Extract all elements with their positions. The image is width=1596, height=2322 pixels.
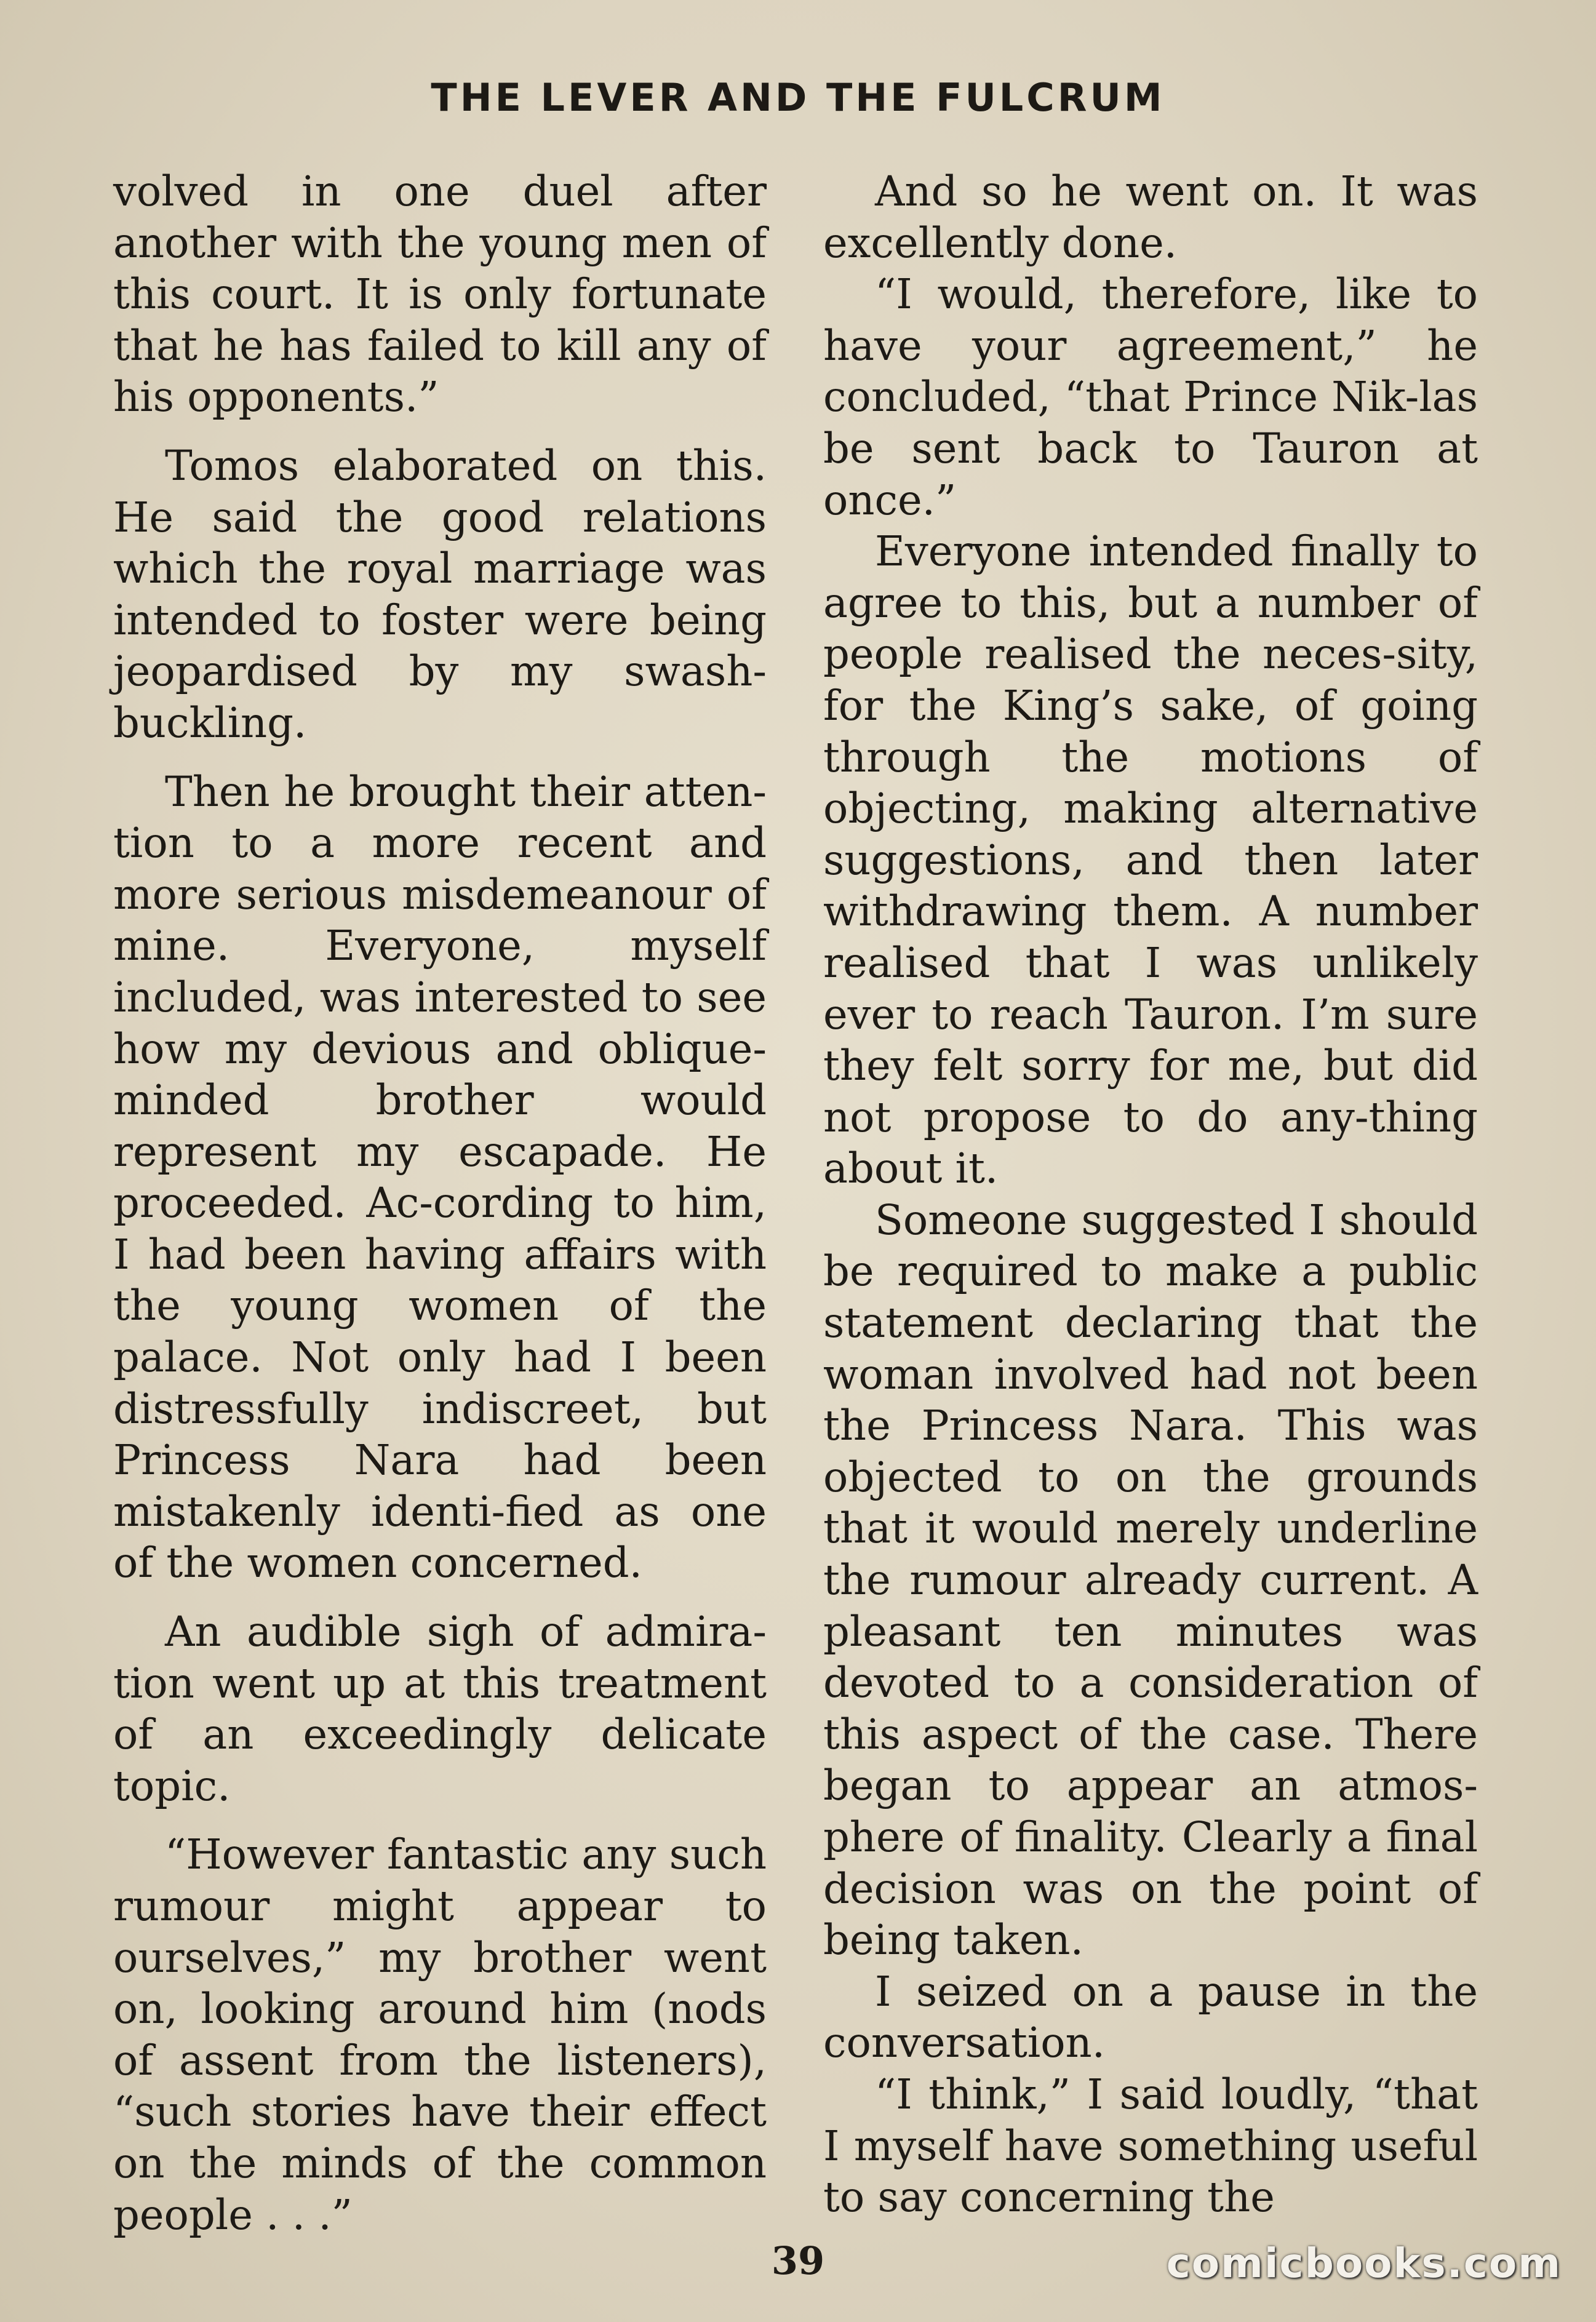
paragraph: Tomos elaborated on this. He said the good relations which the royal marriage was intended to foster were being jeopardised by my swash-buckling. (113, 441, 767, 747)
right-column (823, 166, 1478, 2224)
paragraph: An audible sigh of admira-tion went up at this treatment of an exceedingly delicate topic. (113, 1608, 767, 1810)
paragraph: volved in one duel after another with the young men of this court. It is only fortunate that he has failed to kill any of his opponents.” (113, 167, 767, 421)
left-column (113, 166, 767, 2241)
paragraph: Someone suggested I should be required to make a public statement declaring that the woman involved had not been the Princess Nara. This was objected to on the grounds that it would merely underline the rumour already current. A pleasant ten minutes was devoted to a consideration of this aspect of the case. There began to appear an atmos-phere of finality. Clearly a final decision was on the point of being taken. (823, 1195, 1478, 1965)
paragraph: “I think,” I said loudly, “that I myself have something useful to say concerning the (823, 2070, 1478, 2222)
paragraph: “I would, therefore, like to have your agreement,” he concluded, “that Prince Nik-las be sent back to Tauron at once.” (823, 270, 1478, 524)
paragraph: Then he brought their atten-tion to a more recent and more serious misdemeanour of mine. Everyone, myself included, was interested to see how my devious and oblique-minded brother would represent my escapade. He proceeded. Ac-cording to him, I had been having affairs with the young women of the palace. Not only had I been distressfully indiscreet, but Princess Nara had been mistakenly identi-fied as one of the women concerned. (113, 767, 767, 1587)
running-header: THE LEVER AND THE FULCRUM (431, 75, 1165, 120)
paragraph: I seized on a pause in the conversation. (823, 1967, 1478, 2067)
paragraph: Everyone intended finally to agree to this, but a number of people realised the neces-sity, for the King’s sake, of going through the motions of objecting, making alternative suggestions, and then later withdrawing them. A number realised that I was unlikely ever to reach Tauron. I’m sure they felt sorry for me, but did not propose to do any-thing about it. (823, 527, 1478, 1193)
paragraph: And so he went on. It was excellently done. (823, 167, 1478, 267)
page-number: 39 (771, 2238, 825, 2283)
paragraph: “However fantastic any such rumour might appear to ourselves,” my brother went on, looking around him (nods of assent from the listeners), “such stories have their effect on the minds of the common people . . .” (113, 1830, 767, 2239)
watermark: comicbooks.com (1166, 2240, 1562, 2287)
